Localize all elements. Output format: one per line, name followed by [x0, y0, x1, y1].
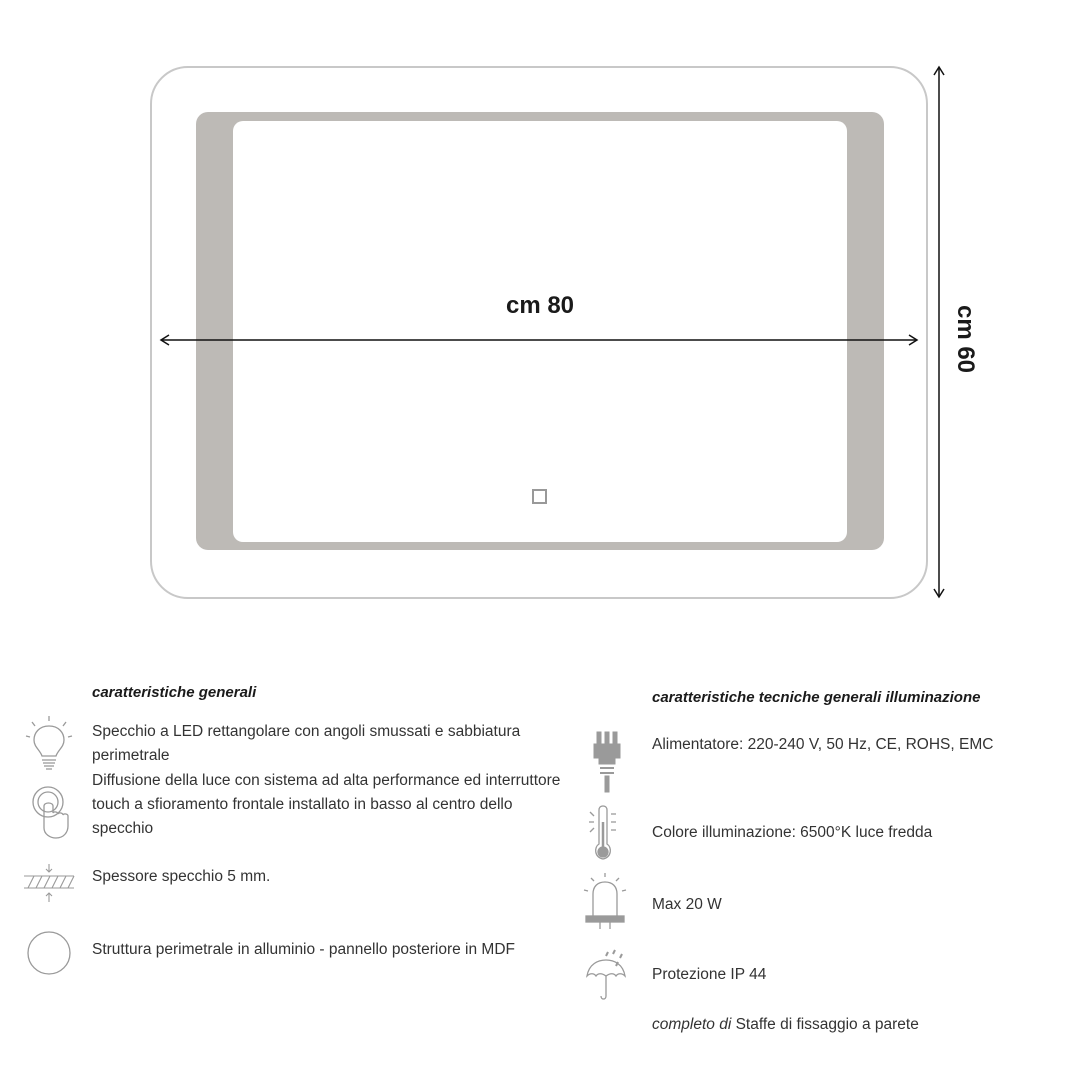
- general-item-4-text: Struttura perimetrale in alluminio - pannello posteriore in MDF: [92, 941, 515, 958]
- width-arrow: [161, 335, 917, 345]
- included-text: Staffe di fissaggio a parete: [735, 1016, 919, 1033]
- general-section-title: caratteristiche generali: [92, 684, 257, 701]
- technical-item-2-text: Colore illuminazione: 6500°K luce fredda: [652, 824, 933, 841]
- general-item-1-text: Specchio a LED rettangolare con angoli smussati e sabbiatura perimetrale: [92, 723, 521, 764]
- included-accessories: [652, 1013, 1072, 1037]
- general-item-2-text: Diffusione della luce con sistema ad alta performance ed interruttore touch a sfioramento frontale installato in basso al centro dello specchio: [92, 772, 561, 837]
- height-arrow: [934, 67, 944, 597]
- width-dimension-label: cm 80: [505, 292, 575, 319]
- included-prefix: completo di: [652, 1016, 732, 1033]
- plug-icon: [590, 730, 624, 794]
- light-bulb-icon: [24, 714, 74, 772]
- height-dimension-label: cm 60: [952, 304, 979, 374]
- technical-item-4-text: Protezione IP 44: [652, 966, 767, 983]
- thermometer-icon: [586, 802, 626, 864]
- technical-item-1-text: Alimentatore: 220-240 V, 50 Hz, CE, ROHS, EMC: [652, 736, 994, 753]
- technical-section-title: caratteristiche tecniche generali illuminazione: [652, 689, 981, 706]
- circle-icon: [26, 930, 72, 976]
- general-item-3-text: Spessore specchio 5 mm.: [92, 868, 271, 885]
- touch-finger-icon: [26, 784, 72, 840]
- thickness-icon: [22, 862, 76, 906]
- led-icon: [582, 872, 628, 930]
- umbrella-rain-icon: [584, 948, 630, 1004]
- technical-item-3-text: Max 20 W: [652, 896, 722, 913]
